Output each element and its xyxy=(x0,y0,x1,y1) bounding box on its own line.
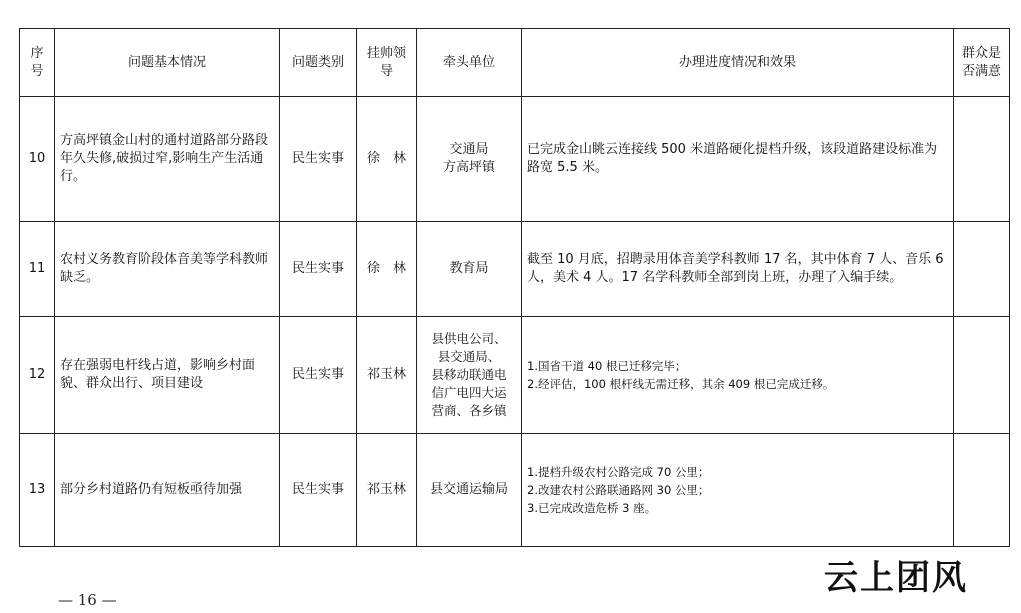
row-no: 10 xyxy=(20,97,55,222)
row-category: 民生实事 xyxy=(280,317,357,434)
progress-line: 截至 10 月底，招聘录用体音美学科教师 17 名，其中体育 7 人、音乐 6 人，美术 4 人。17 名学科教师全部到岗上班，办理了入编手续。 xyxy=(527,252,944,285)
row-progress xyxy=(522,434,954,547)
progress-line: 1.国省干道 40 根已迁移完毕； xyxy=(527,359,687,373)
row-leader: 徐 林 xyxy=(357,97,417,222)
progress-line: 1.提档升级农村公路完成 70 公里； xyxy=(527,465,710,479)
header-category: 问题类别 xyxy=(280,29,357,97)
row-unit xyxy=(417,97,522,222)
table-row xyxy=(20,97,1010,222)
header-no: 序号 xyxy=(20,29,55,97)
row-issue: 存在强弱电杆线占道，影响乡村面貌、群众出行、项目建设 xyxy=(55,317,280,434)
header-leader: 挂帅领导 xyxy=(357,29,417,97)
table-row xyxy=(20,317,1010,434)
header-progress: 办理进度情况和效果 xyxy=(522,29,954,97)
row-satisfied xyxy=(954,222,1010,317)
row-unit xyxy=(417,317,522,434)
header-issue: 问题基本情况 xyxy=(55,29,280,97)
unit-line: 方高坪镇 xyxy=(442,160,495,175)
progress-table xyxy=(19,28,1010,547)
table-row xyxy=(20,434,1010,547)
progress-line: 3.已完成改造危桥 3 座。 xyxy=(527,501,657,515)
row-satisfied xyxy=(954,434,1010,547)
unit-line: 信广电四大运 xyxy=(431,385,507,400)
unit-line: 教育局 xyxy=(449,261,489,276)
row-progress xyxy=(522,222,954,317)
unit-line: 县供电公司、 xyxy=(431,331,507,346)
row-no: 13 xyxy=(20,434,55,547)
unit-line: 县交通运输局 xyxy=(429,482,508,497)
row-no: 11 xyxy=(20,222,55,317)
row-leader: 祁玉林 xyxy=(357,317,417,434)
page-number: — 16 — xyxy=(58,591,117,609)
row-unit xyxy=(417,434,522,547)
header-unit: 牵头单位 xyxy=(417,29,522,97)
row-issue: 部分乡村道路仍有短板亟待加强 xyxy=(55,434,280,547)
row-progress xyxy=(522,317,954,434)
row-category: 民生实事 xyxy=(280,222,357,317)
row-progress xyxy=(522,97,954,222)
unit-line: 县交通局、 xyxy=(437,349,501,364)
row-unit xyxy=(417,222,522,317)
watermark-logo-text: 云上团风 xyxy=(824,558,968,598)
row-category: 民生实事 xyxy=(280,97,357,222)
progress-line: 2.经评估，100 根杆线无需迁移，其余 409 根已完成迁移。 xyxy=(527,377,835,391)
row-no: 12 xyxy=(20,317,55,434)
unit-line: 县移动联通电 xyxy=(431,367,507,382)
row-category: 民生实事 xyxy=(280,434,357,547)
unit-line: 交通局 xyxy=(449,142,489,157)
header-satisfied: 群众是否满意 xyxy=(954,29,1010,97)
progress-line: 2.改建农村公路联通路网 30 公里； xyxy=(527,483,710,497)
row-leader: 徐 林 xyxy=(357,222,417,317)
table-header-row xyxy=(20,29,1010,97)
row-issue: 方高坪镇金山村的通村道路部分路段年久失修,破损过窄,影响生产生活通行。 xyxy=(55,97,280,222)
row-satisfied xyxy=(954,97,1010,222)
unit-line: 营商、各乡镇 xyxy=(431,403,507,418)
table-row xyxy=(20,222,1010,317)
progress-line: 已完成金山眺云连接线 500 米道路硬化提档升级，该段道路建设标准为路宽 5.5 米。 xyxy=(527,142,938,175)
row-leader: 祁玉林 xyxy=(357,434,417,547)
row-issue: 农村义务教育阶段体音美等学科教师缺乏。 xyxy=(55,222,280,317)
row-satisfied xyxy=(954,317,1010,434)
